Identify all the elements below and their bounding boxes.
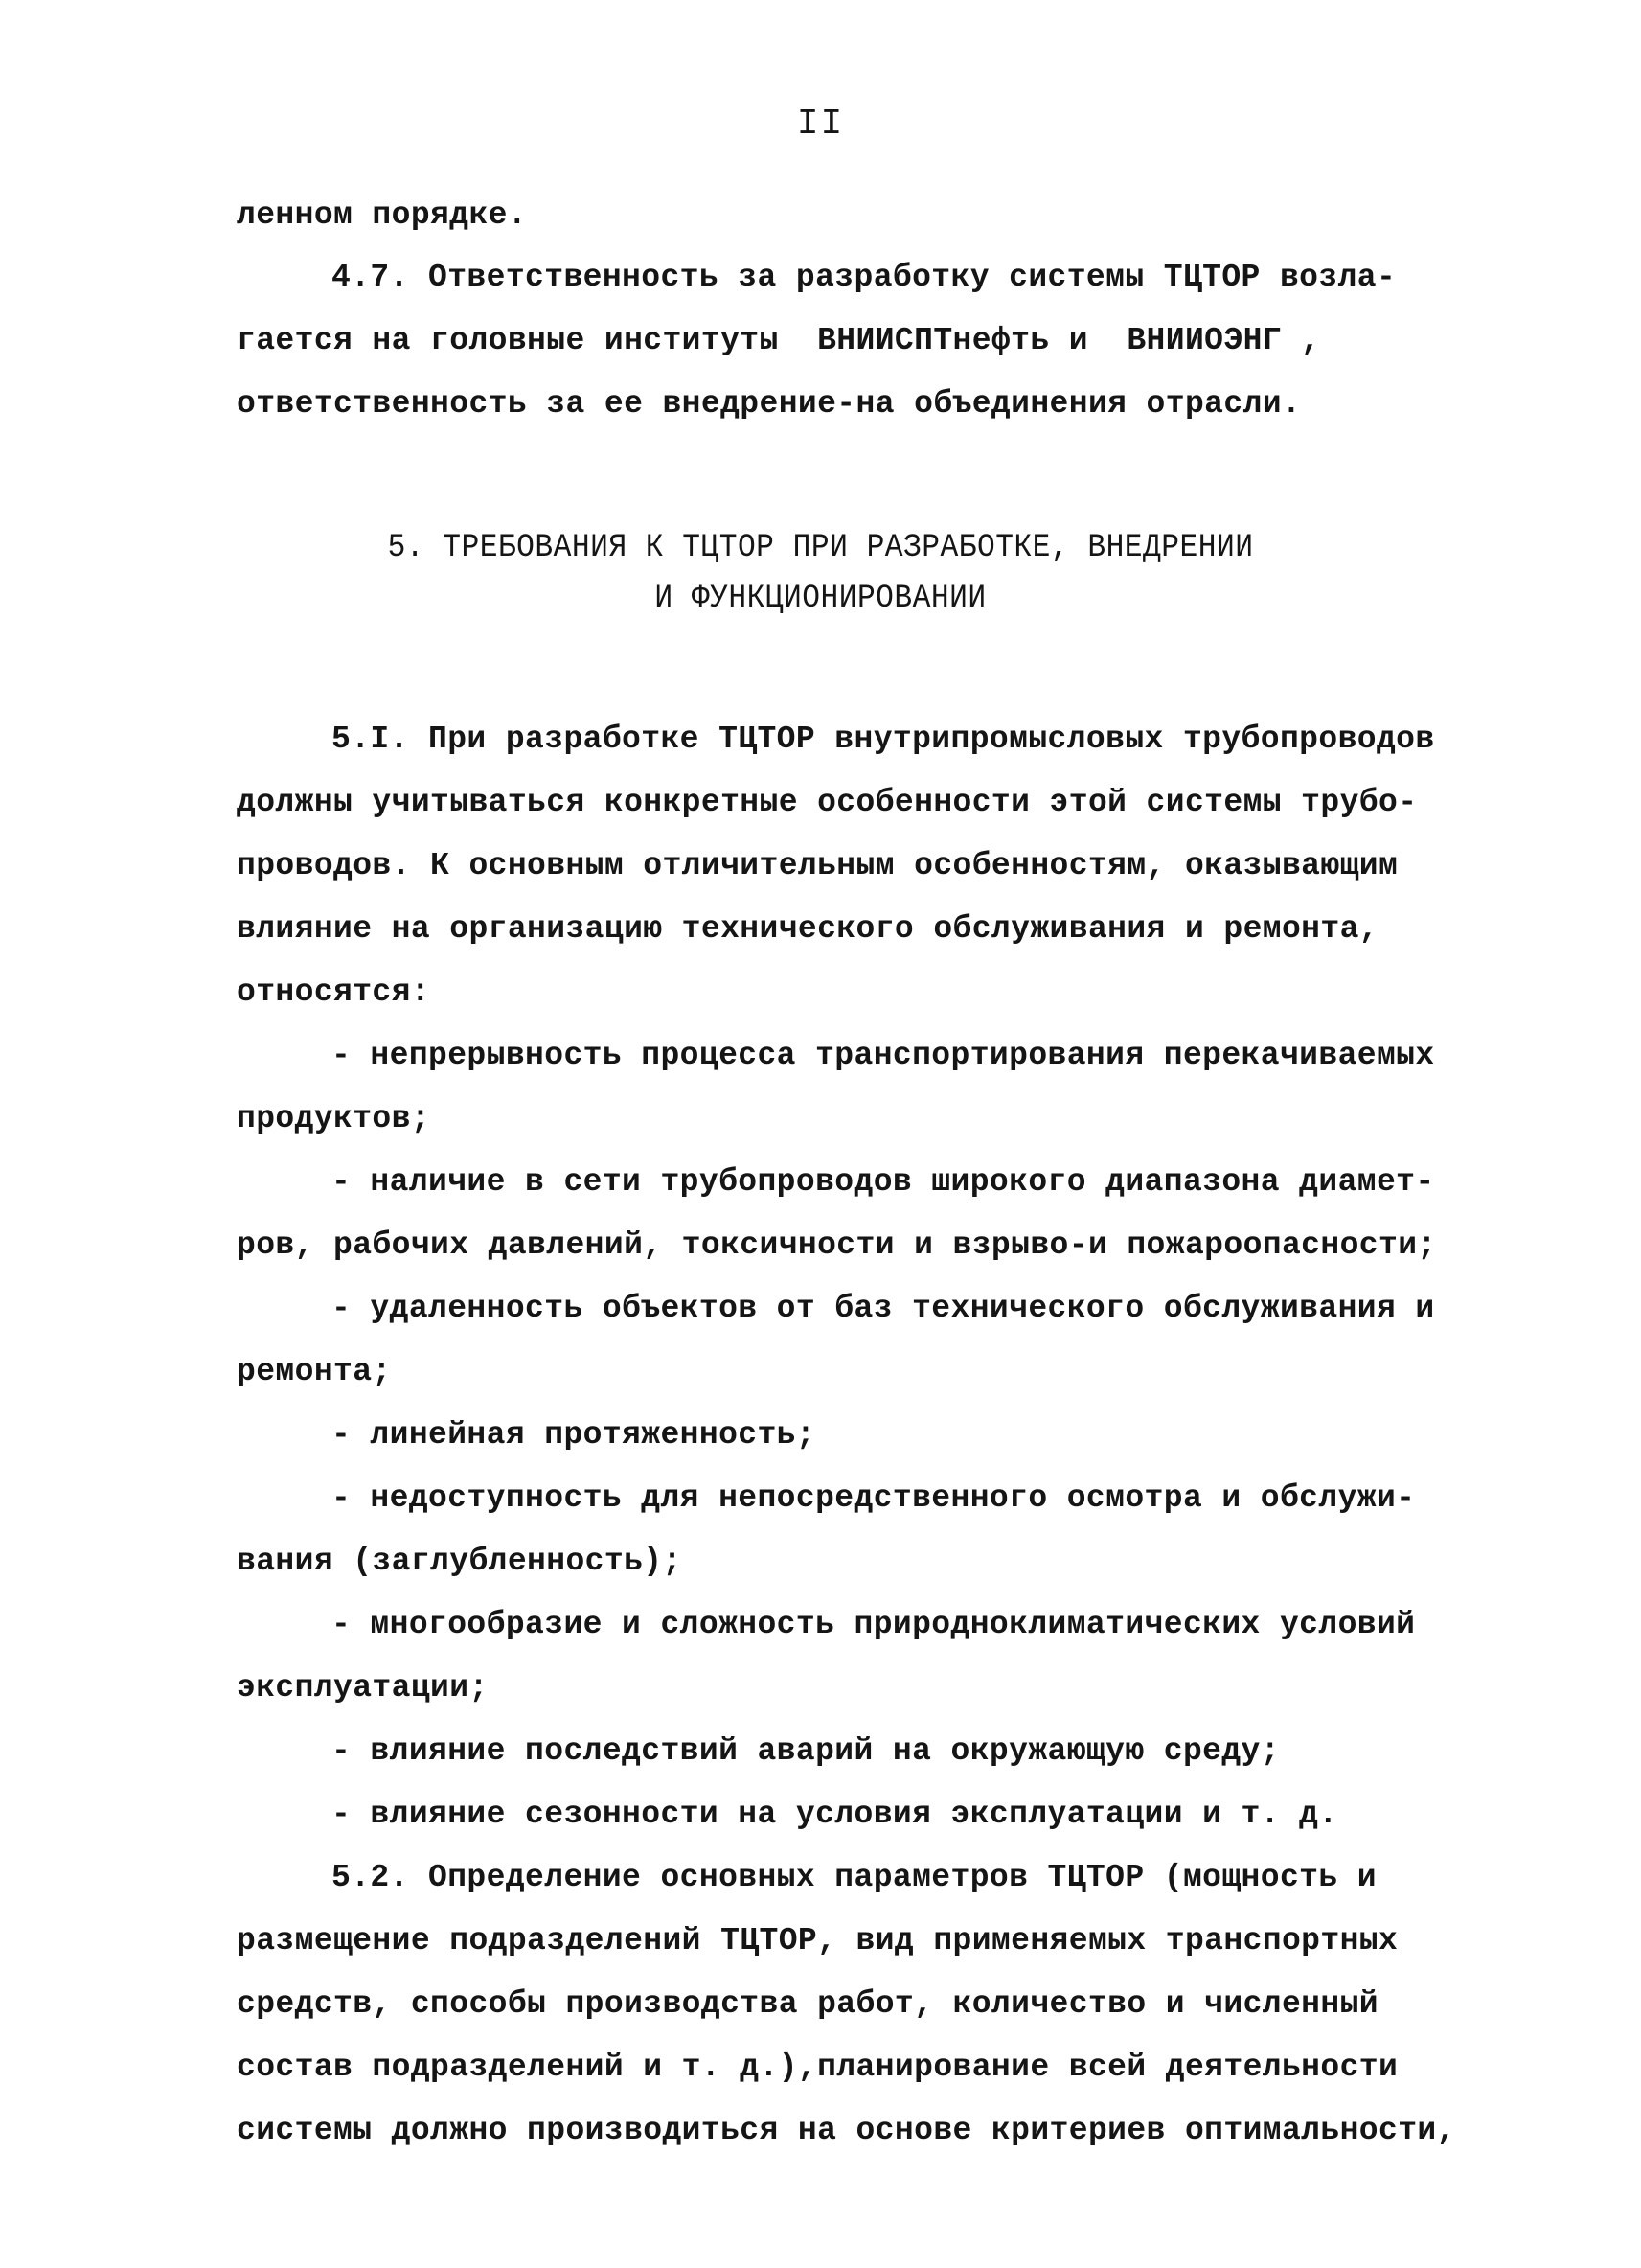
paragraph-4-7-line: ответственность за ее внедрение-на объединения отрасли. bbox=[237, 386, 1302, 422]
list-item-line: - линейная протяженность; bbox=[331, 1417, 816, 1453]
paragraph-5-2-line: состав подразделений и т. д.),планирование всей деятельности bbox=[237, 2050, 1399, 2085]
list-item-line: - наличие в сети трубопроводов широкого диапазона диамет- bbox=[331, 1164, 1435, 1200]
paragraph-5-2-line: размещение подразделений ТЦТОР, вид применяемых транспортных bbox=[237, 1923, 1399, 1959]
paragraph-5-1-line: должны учитываться конкретные особенности этой системы трубо- bbox=[237, 785, 1418, 820]
paragraph-5-2-line: средств, способы производства работ, количество и численный bbox=[237, 1986, 1379, 2022]
paragraph-5-1-line: относятся: bbox=[237, 974, 431, 1010]
paragraph-4-7-line: 4.7. Ответственность за разработку системы ТЦТОР возла- bbox=[331, 260, 1397, 295]
paragraph-5-2-line: системы должно производиться на основе критериев оптимальности, bbox=[237, 2113, 1456, 2148]
text-line: ленном порядке. bbox=[237, 197, 528, 233]
section-heading-line: 5. ТРЕБОВАНИЯ К ТЦТОР ПРИ РАЗРАБОТКЕ, ВНЕДРЕНИИ bbox=[387, 530, 1254, 566]
paragraph-5-1-line: влияние на организацию технического обслуживания и ремонта, bbox=[237, 911, 1379, 947]
list-item-line: ров, рабочих давлений, токсичности и взрыво-и пожароопасности; bbox=[237, 1227, 1437, 1263]
list-item-line: ремонта; bbox=[237, 1354, 392, 1389]
list-item-line: - недоступность для непосредственного осмотра и обслужи- bbox=[331, 1480, 1416, 1516]
page-number: II bbox=[796, 103, 845, 145]
paragraph-5-1-line: 5.I. При разработке ТЦТОР внутрипромысловых трубопроводов bbox=[331, 722, 1435, 757]
list-item-line: эксплуатации; bbox=[237, 1670, 489, 1706]
list-item-line: - удаленность объектов от баз технического обслуживания и bbox=[331, 1291, 1435, 1326]
list-item-line: - непрерывность процесса транспортирования перекачиваемых bbox=[331, 1038, 1435, 1073]
list-item-line: - влияние сезонности на условия эксплуатации и т. д. bbox=[331, 1797, 1338, 1832]
list-item-line: вания (заглубленность); bbox=[237, 1544, 682, 1579]
section-heading-line: И ФУНКЦИОНИРОВАНИИ bbox=[654, 581, 987, 617]
list-item-line: продуктов; bbox=[237, 1101, 431, 1136]
paragraph-5-1-line: проводов. К основным отличительным особенностям, оказывающим bbox=[237, 848, 1399, 883]
list-item-line: - многообразие и сложность природноклиматических условий bbox=[331, 1607, 1416, 1642]
paragraph-4-7-line: гается на головные институты ВНИИСПТнефть и ВНИИОЭНГ , bbox=[237, 323, 1321, 358]
list-item-line: - влияние последствий аварий на окружающую среду; bbox=[331, 1733, 1280, 1769]
paragraph-5-2-line: 5.2. Определение основных параметров ТЦТОР (мощность и bbox=[331, 1860, 1377, 1895]
